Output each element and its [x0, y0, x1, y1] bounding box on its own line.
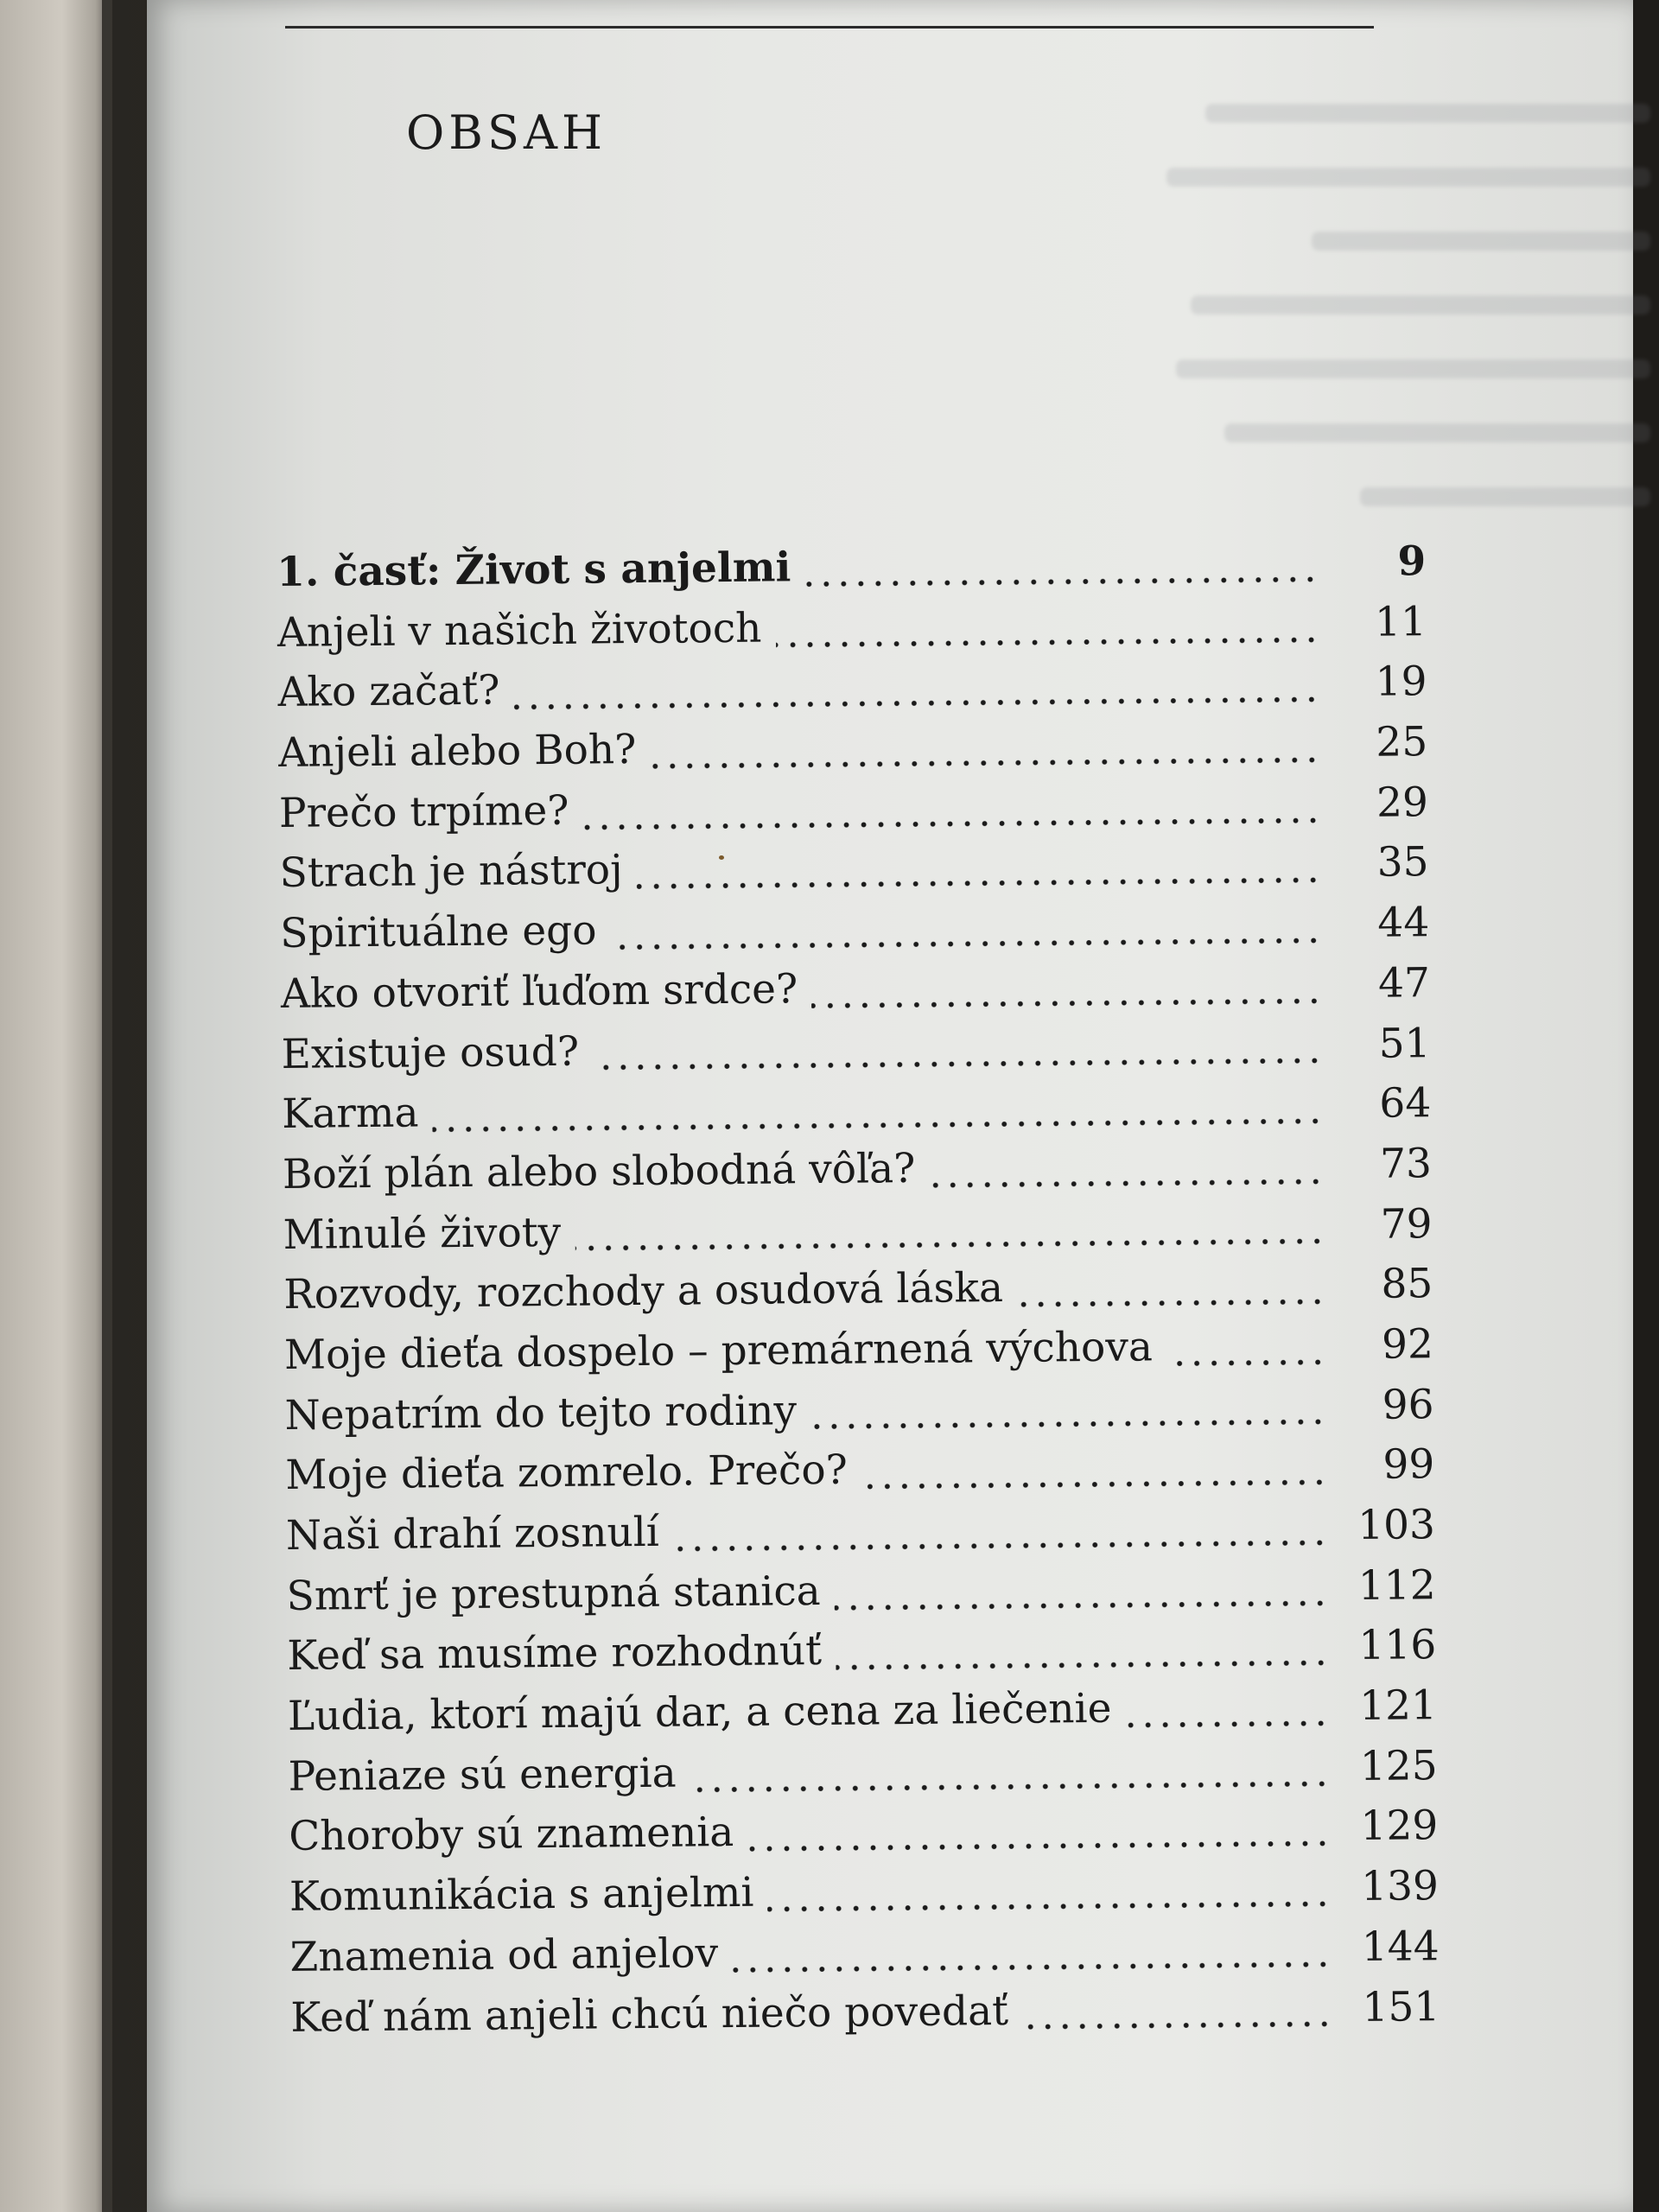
toc-entry-title: Keď sa musíme rozhodnúť [287, 1627, 823, 1681]
toc-entry-page-number: 96 [1382, 1380, 1434, 1429]
toc-entry-page-number: 44 [1377, 899, 1430, 947]
toc-entry-title: Minulé životy [283, 1208, 562, 1259]
dot-leader [611, 936, 1323, 951]
toc-entry-title: Existuje osud? [281, 1027, 580, 1078]
toc-entry [283, 1140, 1433, 1211]
dot-leader [690, 1779, 1331, 1794]
toc-entry [285, 1440, 1435, 1511]
toc-entry-title: Ľudia, ktorí majú dar, a cena za liečenie [287, 1684, 1112, 1740]
toc-entry [282, 1079, 1432, 1150]
toc-entry-page-number: 29 [1376, 778, 1429, 827]
toc-entry-title: Karma [282, 1089, 419, 1139]
show-through-text [1166, 104, 1650, 518]
toc-entry-title: Keď nám anjeli chcú niečo povedať [290, 1986, 1009, 2042]
toc-entry-title: Smrť je prestupná stanica [286, 1567, 821, 1620]
toc-entry-page-number: 9 [1397, 537, 1427, 586]
toc-entry-title: Boží plán alebo slobodná vôľa? [282, 1144, 916, 1198]
toc-entry-page-number: 51 [1378, 1019, 1431, 1068]
toc-entry-page-number: 129 [1360, 1802, 1439, 1851]
dot-leader [637, 876, 1322, 892]
dot-leader [1017, 1297, 1325, 1308]
toc-entry [281, 959, 1431, 1030]
paper-speck [719, 855, 724, 860]
toc-entry-page-number: 25 [1376, 718, 1428, 766]
toc-entry-page-number: 99 [1382, 1440, 1435, 1490]
toc-list [276, 537, 1440, 2054]
dot-leader [732, 1960, 1332, 1974]
toc-entry-title: Peniaze sú energia [288, 1749, 677, 1801]
toc-entry-title: Moje dieťa zomrelo. Prečo? [285, 1446, 849, 1500]
dot-leader [836, 1659, 1329, 1672]
dot-leader [768, 1899, 1332, 1913]
toc-entry [288, 1742, 1438, 1813]
toc-entry-page-number: 144 [1361, 1922, 1440, 1971]
toc-entry-page-number: 11 [1374, 597, 1427, 646]
toc-entry-page-number: 103 [1357, 1501, 1436, 1550]
toc-entry [289, 1862, 1440, 1933]
toc-entry-page-number: 73 [1379, 1140, 1433, 1188]
toc-entry-page-number: 125 [1359, 1741, 1438, 1790]
toc-entry-title: Prečo trpíme? [278, 786, 569, 837]
dot-leader [575, 1237, 1325, 1253]
toc-entry-title: Ako otvoriť ľuďom srdce? [280, 965, 798, 1018]
toc-entry [279, 839, 1429, 910]
toc-entry-title: Choroby sú znamenia [289, 1808, 734, 1861]
toc-title: OBSAH [406, 105, 607, 160]
toc-entry [290, 1983, 1440, 2054]
toc-entry [284, 1381, 1434, 1452]
toc-entry-title: Komunikácia s anjelmi [289, 1868, 754, 1922]
toc-entry [277, 598, 1427, 669]
toc-entry-page-number: 47 [1377, 959, 1431, 1007]
toc-entry [289, 1923, 1440, 1993]
toc-part-heading [276, 537, 1427, 608]
dot-leader [1022, 2020, 1332, 2031]
toc-entry-page-number: 116 [1358, 1621, 1437, 1670]
toc-entry-page-number: 79 [1380, 1199, 1433, 1249]
toc-entry-page-number: 112 [1357, 1560, 1436, 1610]
dot-leader [673, 1538, 1328, 1553]
toc-entry [289, 1802, 1439, 1873]
dot-leader [593, 1057, 1324, 1072]
toc-entry [283, 1260, 1433, 1331]
dot-leader [861, 1478, 1328, 1491]
toc-entry-page-number: 64 [1379, 1079, 1432, 1128]
toc-entry-page-number: 151 [1362, 1982, 1440, 2031]
dot-leader [1126, 1719, 1331, 1729]
dot-leader [835, 1599, 1329, 1611]
toc-entry [281, 1020, 1431, 1090]
toc-entry-title: Nepatrím do tejto rodiny [284, 1386, 798, 1440]
toc-entry [287, 1622, 1437, 1693]
toc-entry-title: Ako začať? [277, 666, 500, 717]
toc-entry-title: Naši drahí zosnulí [285, 1508, 660, 1560]
toc-entry-title: 1. časť: Život s anjelmi [276, 543, 791, 596]
dot-leader [583, 816, 1322, 831]
left-page-edge [0, 0, 112, 2212]
toc-entry-title: Moje dieťa dospelo – premárnená výchova [283, 1323, 1154, 1379]
dot-leader [810, 1418, 1327, 1432]
toc-entry-page-number: 19 [1375, 658, 1427, 707]
toc-entry-page-number: 35 [1376, 838, 1429, 887]
toc-entry [277, 658, 1427, 729]
toc-entry-page-number: 85 [1381, 1260, 1433, 1309]
toc-entry [279, 779, 1429, 849]
toc-entry [283, 1200, 1433, 1271]
toc-entry-page-number: 92 [1381, 1320, 1434, 1369]
toc-entry [288, 1681, 1438, 1752]
toc-entry [280, 899, 1430, 969]
header-rule [285, 26, 1374, 29]
dot-leader [804, 575, 1319, 588]
toc-entry-page-number: 139 [1360, 1862, 1440, 1911]
toc-entry-page-number: 121 [1358, 1681, 1438, 1731]
dot-leader [650, 755, 1320, 770]
toc-entry [286, 1501, 1436, 1572]
toc-entry [286, 1561, 1436, 1632]
toc-entry-title: Strach je nástroj [279, 846, 623, 898]
dot-leader [514, 696, 1320, 712]
toc-entry-title: Rozvody, rozchody a osudová láska [283, 1264, 1004, 1319]
toc-entry [278, 718, 1428, 789]
toc-entry-title: Anjeli v našich životoch [276, 604, 762, 657]
dot-leader [433, 1116, 1325, 1134]
toc-entry-title: Znamenia od anjelov [289, 1929, 719, 1981]
toc-entry-title: Spirituálne ego [280, 906, 597, 958]
toc-entry-title: Anjeli alebo Boh? [278, 726, 637, 778]
dot-leader [747, 1840, 1331, 1853]
dot-leader [811, 996, 1323, 1010]
toc-entry [284, 1320, 1434, 1391]
dot-leader [776, 635, 1320, 649]
dot-leader [1166, 1357, 1326, 1368]
dot-leader [929, 1177, 1325, 1189]
